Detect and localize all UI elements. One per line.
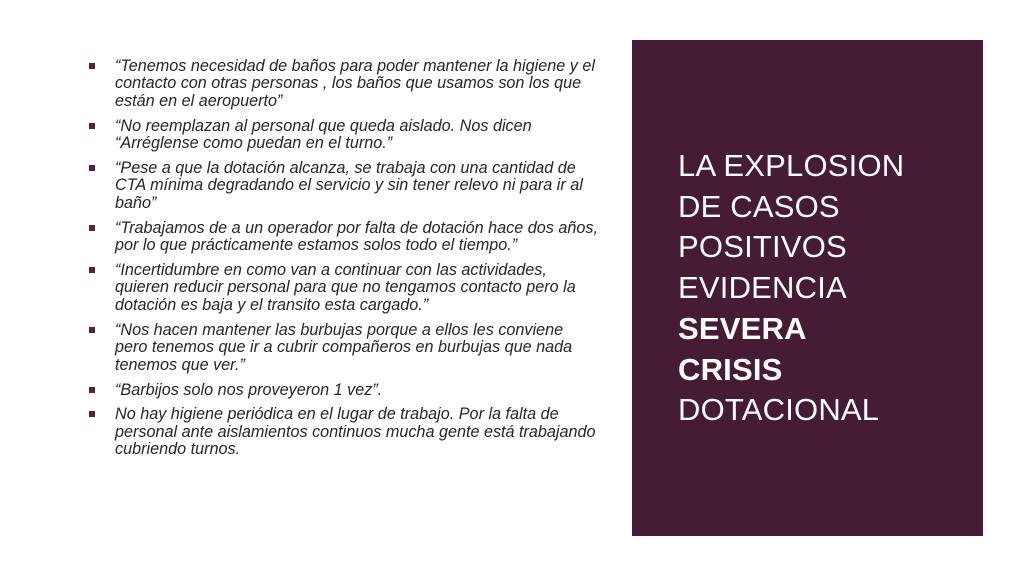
square-bullet-icon — [89, 327, 95, 333]
bullet-item — [88, 220, 598, 255]
bullet-text: “Pese a que la dotación alcanza, se trabaja con una cantidad de CTA mínima degradando el servicio y sin tener relevo ni para ir al baño” — [115, 159, 583, 212]
bullet-item — [88, 160, 598, 212]
bullet-item — [88, 322, 598, 374]
bullet-text: “Nos hacen mantener las burbujas porque a ellos les conviene pero tenemos que ir a cubrir compañeros en burbujas que nada tenemos que ver.” — [115, 320, 573, 374]
title-line: POSITIVOS — [678, 229, 847, 265]
testimonial-bullet-list — [88, 58, 598, 466]
title-line: EVIDENCIA — [678, 270, 847, 306]
title-line-emphasis: SEVERA — [678, 310, 807, 346]
title-line: DOTACIONAL — [678, 392, 880, 428]
bullet-text: “Trabajamos de a un operador por falta de dotación hace dos años, por lo que prácticamente estamos solos todo el tiempo.” — [115, 218, 598, 255]
bullet-text: “Barbijos solo nos proveyeron 1 vez”. — [115, 380, 383, 399]
slide-title — [678, 146, 978, 431]
square-bullet-icon — [89, 225, 95, 231]
bullet-text: No hay higiene periódica en el lugar de trabajo. Por la falta de personal ante aislamientos continuos mucha gente está trabajando cubriendo turnos. — [115, 405, 596, 459]
bullet-item — [88, 406, 598, 458]
square-bullet-icon — [89, 387, 95, 393]
bullet-item — [88, 58, 598, 110]
square-bullet-icon — [89, 411, 95, 417]
bullet-text: “No reemplazan al personal que queda aislado. Nos dicen “Arréglense como puedan en el turno.” — [115, 116, 532, 153]
title-line: DE CASOS — [678, 188, 840, 224]
square-bullet-icon — [89, 267, 95, 273]
square-bullet-icon — [89, 123, 95, 129]
bullet-item — [88, 382, 598, 399]
title-line-emphasis: CRISIS — [678, 351, 783, 387]
square-bullet-icon — [89, 165, 95, 171]
bullet-item — [88, 118, 598, 153]
bullet-text: “Incertidumbre en como van a continuar con las actividades, quieren reducir personal para que no tengamos contacto pero la dotación es baja y el transito esta cargado.” — [115, 261, 576, 314]
title-line: LA EXPLOSION — [678, 148, 905, 183]
bullet-item — [88, 262, 598, 314]
bullet-text: “Tenemos necesidad de baños para poder mantener la higiene y el contacto con otras personas , los baños que usamos son los que están en el aeropuerto” — [115, 57, 595, 110]
title-panel — [632, 40, 983, 536]
square-bullet-icon — [89, 63, 95, 69]
